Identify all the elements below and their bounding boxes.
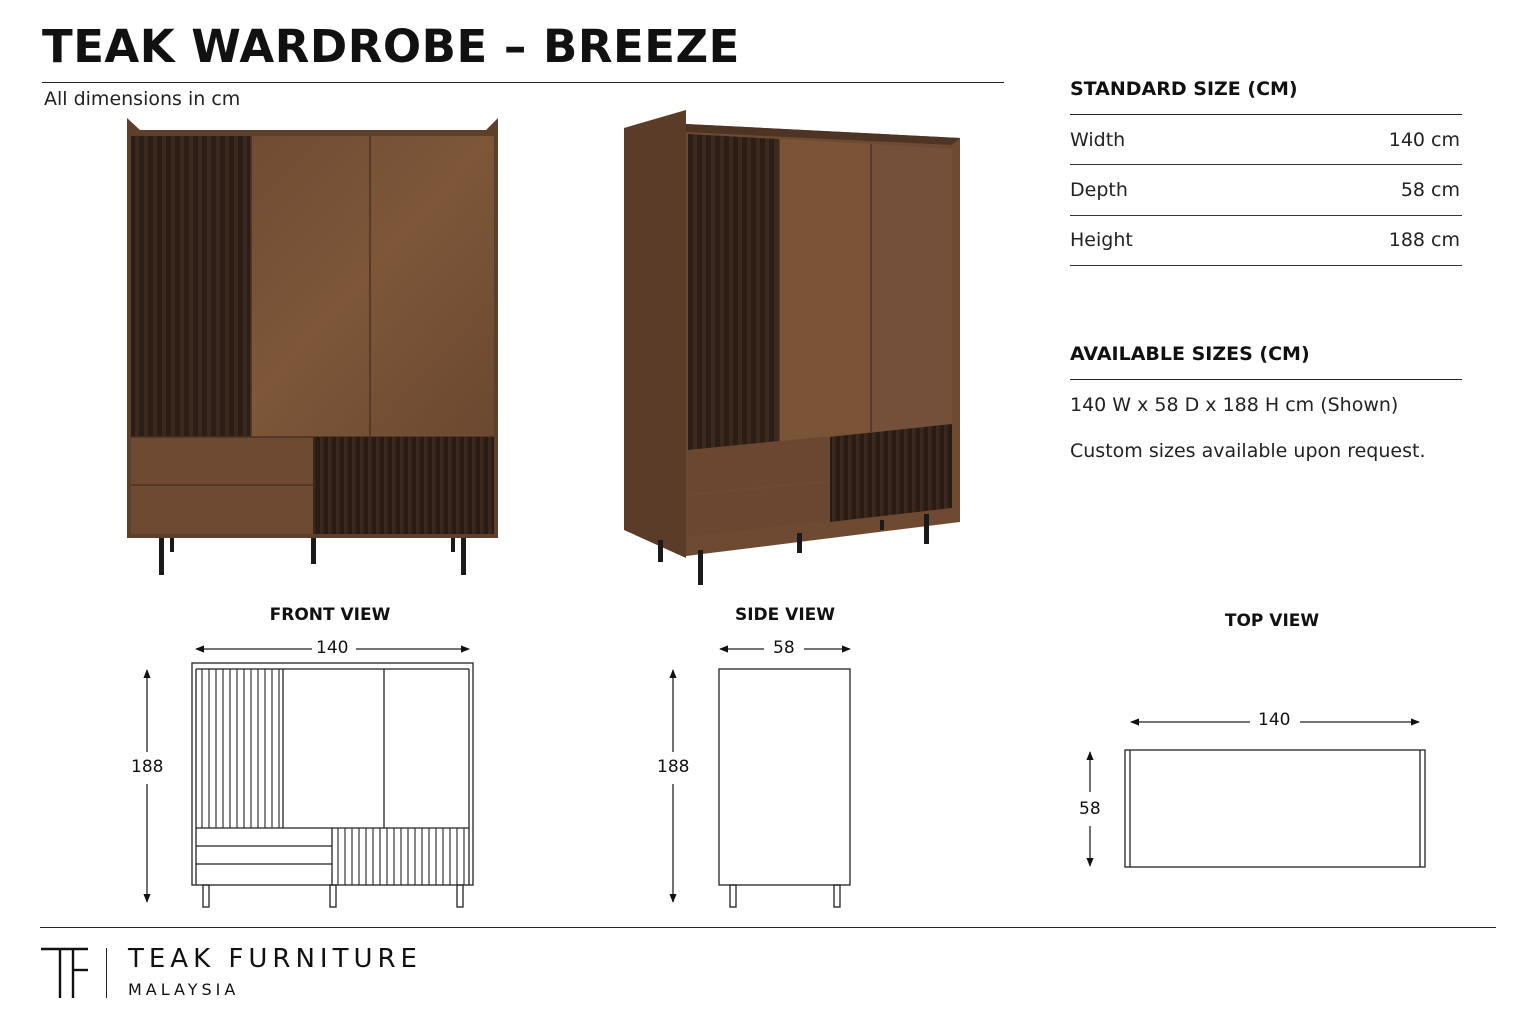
brand-location: MALAYSIA — [128, 980, 240, 999]
custom-size-note: Custom sizes available upon request. — [1070, 440, 1426, 462]
top-depth-label: 58 — [1079, 799, 1101, 819]
side-depth-label: 58 — [773, 638, 795, 658]
spec-label: Width — [1070, 129, 1126, 151]
available-size-line: 140 W x 58 D x 188 H cm (Shown) — [1070, 394, 1399, 416]
footer-divider — [40, 927, 1496, 928]
dimensions-note: All dimensions in cm — [44, 88, 241, 110]
front-view-label: FRONT VIEW — [269, 605, 391, 625]
spec-label: Height — [1070, 229, 1133, 251]
top-width-label: 140 — [1258, 710, 1291, 730]
brand-separator — [106, 948, 107, 998]
spec-value: 58 cm — [1400, 179, 1460, 201]
spec-value: 188 cm — [1388, 229, 1460, 251]
tf-logo-icon — [40, 946, 92, 1000]
side-height-label: 188 — [657, 757, 690, 777]
side-view-label: SIDE VIEW — [734, 605, 836, 625]
page-title: TEAK WARDROBE – BREEZE — [42, 20, 740, 73]
standard-size-heading: STANDARD SIZE (CM) — [1070, 78, 1298, 100]
available-sizes-heading: AVAILABLE SIZES (CM) — [1070, 343, 1310, 365]
top-view-label: TOP VIEW — [1224, 611, 1320, 631]
front-height-label: 188 — [131, 757, 164, 777]
spec-label: Depth — [1070, 179, 1128, 201]
front-width-label: 140 — [316, 638, 349, 658]
spec-value: 140 cm — [1388, 129, 1460, 151]
brand-name: TEAK FURNITURE — [128, 944, 422, 974]
